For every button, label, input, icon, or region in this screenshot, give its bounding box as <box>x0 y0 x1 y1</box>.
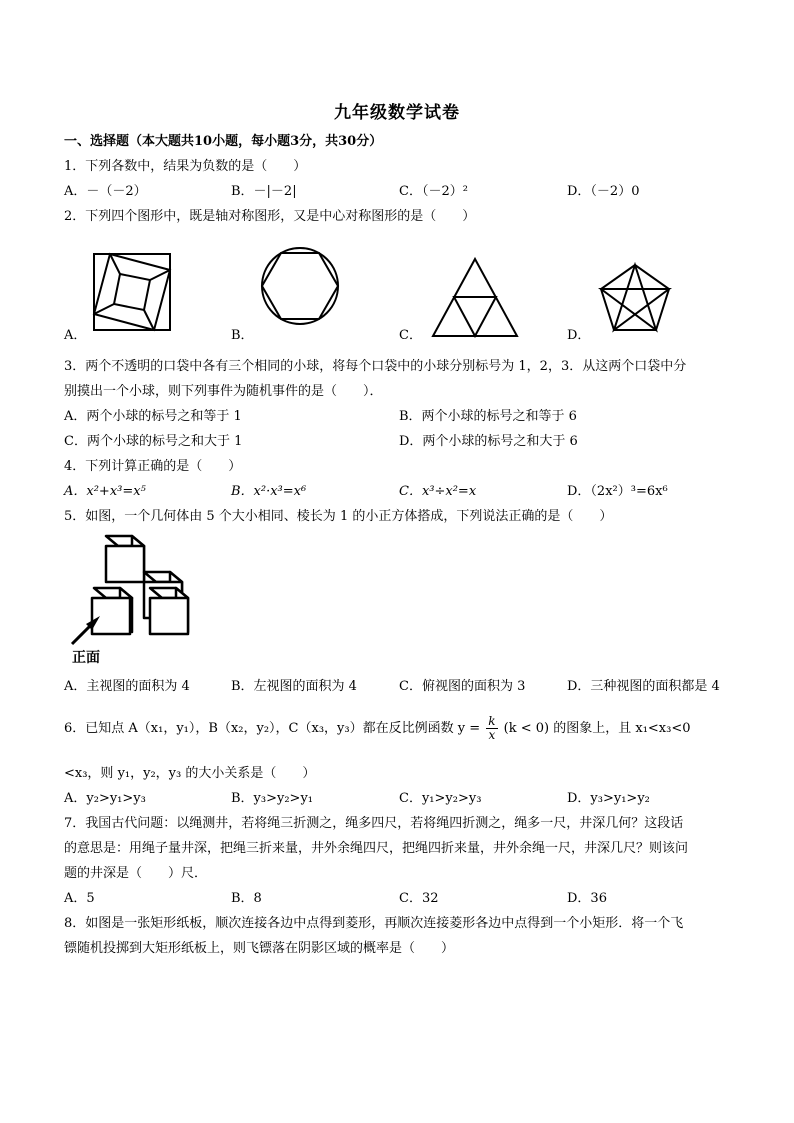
q7-option-b: B．8 <box>231 891 262 906</box>
q1-option-a: A．－（－2） <box>64 184 147 199</box>
q3-stem-line2: 别摸出一个小球，则下列事件为随机事件的是（ ）． <box>64 384 383 399</box>
q4-option-b: B．x²·x³=x⁶ <box>231 484 307 499</box>
q3-option-b: B．两个小球的标号之和等于 6 <box>399 409 577 424</box>
q7-option-d: D．36 <box>567 891 607 906</box>
q6-stem-post: (k < 0) 的图象上，且 x₁<x₃<0 <box>503 721 691 736</box>
q5-option-c: C．俯视图的面积为 3 <box>399 679 526 694</box>
q4-option-d: D．（2x²）³=6x⁶ <box>567 484 668 499</box>
q8-stem-line1: 8．如图是一张矩形纸板，顺次连接各边中点得到菱形，再顺次连接菱形各边中点得到一个小矩形．将一个飞 <box>64 916 684 931</box>
page-title: 九年级数学试卷 <box>334 103 460 123</box>
q5-stem: 5．如图，一个几何体由 5 个大小相同、棱长为 1 的小正方体搭成，下列说法正确的是（ ） <box>64 509 613 524</box>
q7-stem-line2: 的意思是：用绳子量井深，把绳三折来量，井外余绳四尺，把绳四折来量，井外余绳一尺，井深几尺？则该问 <box>64 841 689 856</box>
cube-stack-figure <box>66 532 196 666</box>
q2-option-b: B． <box>231 328 254 343</box>
q3-option-a: A．两个小球的标号之和等于 1 <box>64 409 242 424</box>
q6-stem-line2: <x₃，则 y₁，y₂，y₃ 的大小关系是（ ） <box>64 766 316 781</box>
circle-hexagon-figure <box>258 244 342 328</box>
q4-option-a: A．x²+x³=x⁵ <box>64 484 146 499</box>
q1-option-c: C．（－2）² <box>399 184 468 199</box>
q3-stem-line1: 3．两个不透明的口袋中各有三个相同的小球，将每个口袋中的小球分别标号为 1，2，3．从这两个口袋中分 <box>64 359 687 374</box>
q1-option-d: D．（－2）0 <box>567 184 640 199</box>
q5-option-a: A．主视图的面积为 4 <box>64 679 190 694</box>
q8-stem-line2: 镖随机投掷到大矩形纸板上，则飞镖落在阴影区域的概率是（ ） <box>64 941 455 956</box>
q7-option-c: C．32 <box>399 891 439 906</box>
triangle-subdivided-figure <box>430 256 520 340</box>
q3-option-d: D．两个小球的标号之和大于 6 <box>399 434 578 449</box>
q4-option-c: C．x³÷x²=x <box>399 484 477 499</box>
q5-option-b: B．左视图的面积为 4 <box>231 679 357 694</box>
q1-stem: 1．下列各数中，结果为负数的是（ ） <box>64 159 307 174</box>
q6-frac-denominator: x <box>488 728 496 742</box>
q7-stem-line3: 题的井深是（ ）尺． <box>64 866 208 881</box>
square-pinwheel-figure <box>92 252 172 332</box>
q3-option-c: C．两个小球的标号之和大于 1 <box>64 434 243 449</box>
q6-frac-numerator: k <box>488 714 496 728</box>
q6-fraction <box>486 715 497 742</box>
q5-option-d: D．三种视图的面积都是 4 <box>567 679 720 694</box>
q6-option-c: C．y₁>y₂>y₃ <box>399 791 482 806</box>
q7-option-a: A．5 <box>64 891 95 906</box>
q6-option-a: A．y₂>y₁>y₃ <box>64 791 146 806</box>
q2-stem: 2．下列四个图形中，既是轴对称图形，又是中心对称图形的是（ ） <box>64 209 476 224</box>
q2-option-c: C． <box>399 328 422 343</box>
front-label: 正面 <box>72 650 100 666</box>
q7-stem-line1: 7．我国古代问题：以绳测井，若将绳三折测之，绳多四尺，若将绳四折测之，绳多一尺，井深几何？这段话 <box>64 816 684 831</box>
q2-option-d: D． <box>567 328 591 343</box>
q6-stem-line1 <box>64 714 691 744</box>
q1-option-b: B．－|－2| <box>231 184 297 199</box>
q6-option-b: B．y₃>y₂>y₁ <box>231 791 314 806</box>
q2-option-a: A． <box>64 328 87 343</box>
pentagon-star-figure <box>598 262 672 334</box>
section-heading: 一、选择题（本大题共10小题，每小题3分，共30分） <box>64 134 383 149</box>
q6-stem-pre: 6．已知点 A（x₁，y₁），B（x₂，y₂），C（x₃，y₃）都在反比例函数 y = <box>64 721 481 736</box>
q4-stem: 4．下列计算正确的是（ ） <box>64 459 242 474</box>
q6-option-d: D．y₃>y₁>y₂ <box>567 791 650 806</box>
